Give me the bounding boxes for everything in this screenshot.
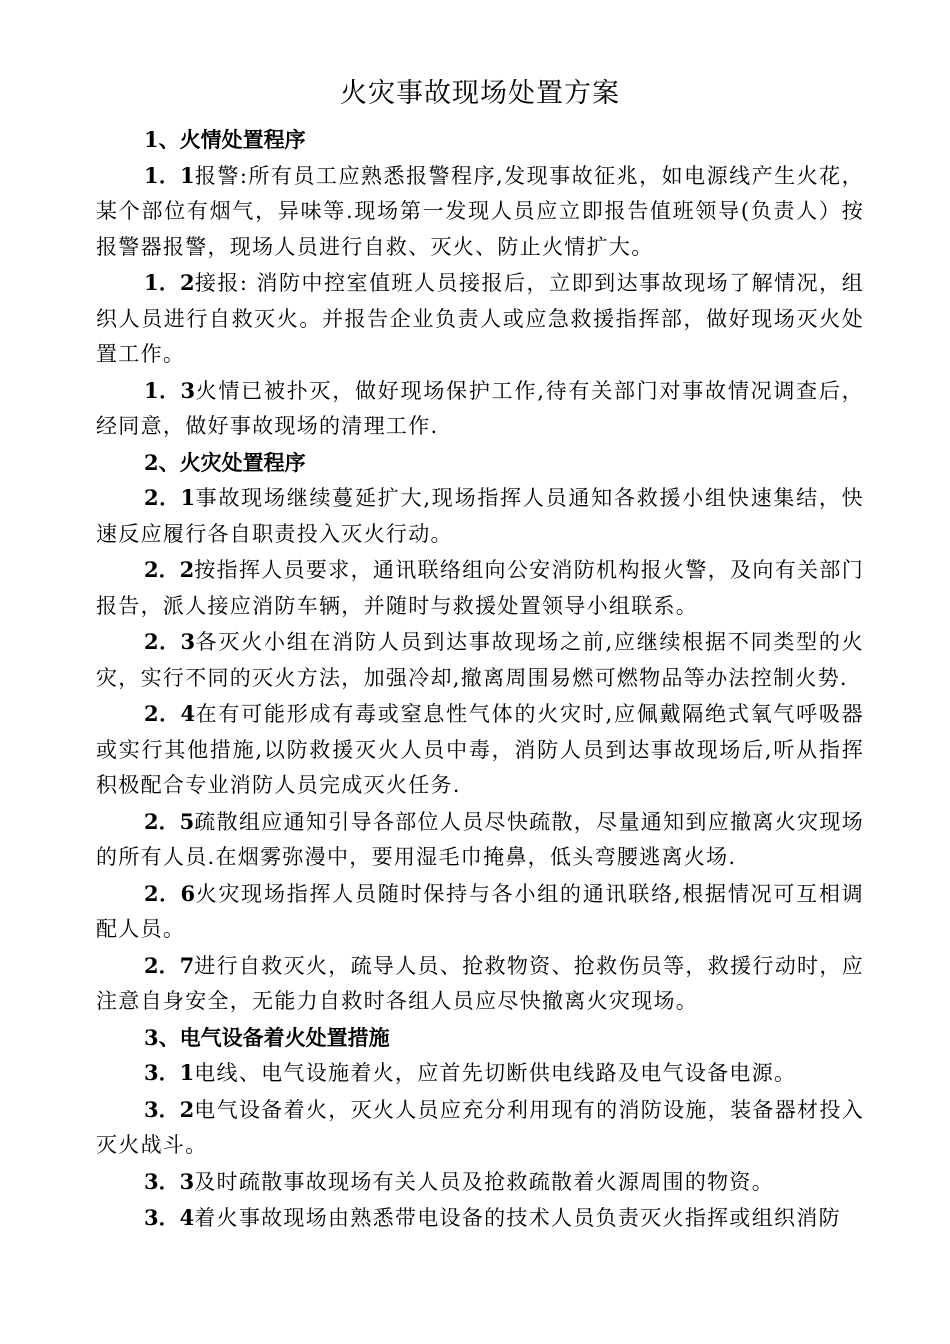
item-text: 接报: 消防中控室值班人员接报后，立即到达事故现场了解情况，组织人员进行自救灭火。并报告企业负责人或应急救援指挥部，做好现场灭火处置工作。 xyxy=(96,271,864,366)
paragraph-2-6 xyxy=(96,876,864,948)
section-1 xyxy=(96,122,864,445)
item-text: 着火事故现场由熟悉带电设备的技术人员负责灭火指挥或组织消防 xyxy=(194,1206,841,1230)
paragraph-1-2 xyxy=(96,265,864,373)
item-number: 3．2 xyxy=(144,1096,195,1122)
paragraph-3-2 xyxy=(96,1092,864,1164)
item-number: 2．2 xyxy=(144,557,195,582)
item-number: 2．6 xyxy=(144,880,196,906)
paragraph-2-1 xyxy=(96,480,864,552)
item-text: 进行自救灭火，疏导人员、抢救物资、抢救伤员等，救援行动时，应注意自身安全，无能力自救时各组人员应尽快撤离火灾现场。 xyxy=(96,953,864,1013)
item-text: 火灾现场指挥人员随时保持与各小组的通讯联络,根据情况可互相调配人员。 xyxy=(96,881,864,941)
item-number: 3．4 xyxy=(144,1205,195,1230)
paragraph-2-7 xyxy=(96,948,864,1020)
item-text: 电气设备着火，灭火人员应充分利用现有的消防设施，装备器材投入灭火战斗。 xyxy=(96,1097,864,1157)
item-text: 报警:所有员工应熟悉报警程序,发现事故征兆，如电源线产生火花，某个部位有烟气，异味等.现场第一发现人员应立即报告值班领导(负责人）按报警器报警，现场人员进行自救、灭火、防止火情扩大。 xyxy=(96,163,864,259)
paragraph-2-3 xyxy=(96,624,864,696)
paragraph-2-2 xyxy=(96,552,864,624)
section-heading: 3、电气设备着火处置措施 xyxy=(144,1024,390,1050)
item-text: 在有可能形成有毒或窒息性气体的火灾时,应佩戴隔绝式氧气呼吸器或实行其他措施,以防救援灭火人员中毒，消防人员到达事故现场后,听从指挥积极配合专业消防人员完成灭火任务. xyxy=(96,702,864,797)
item-text: 火情已被扑灭，做好现场保护工作,待有关部门对事故情况调查后，经同意，做好事故现场的清理工作. xyxy=(96,378,864,438)
item-number: 2．1 xyxy=(144,485,196,510)
paragraph-1-3 xyxy=(96,373,864,445)
item-text: 按指挥人员要求，通讯联络组向公安消防机构报火警，及向有关部门报告，派人接应消防车辆，并随时与救援处置领导小组联系。 xyxy=(96,558,864,618)
paragraph-2-4 xyxy=(96,696,864,804)
section-heading: 2、火灾处置程序 xyxy=(144,449,306,475)
section-heading: 1、火情处置程序 xyxy=(144,127,306,152)
item-text: 及时疏散事故现场有关人员及抢救疏散着火源周围的物资。 xyxy=(194,1169,775,1194)
item-text: 事故现场继续蔓延扩大,现场指挥人员通知各救援小组快速集结，快速反应履行各自职责投入灭火行动。 xyxy=(96,486,864,546)
item-text: 各灭火小组在消防人员到达事故现场之前,应继续根据不同类型的火灾，实行不同的灭火方法，加强冷却,撤离周围易燃可燃物品等办法控制火势. xyxy=(96,630,864,690)
item-number: 2．5 xyxy=(144,808,195,834)
document-title: 火灾事故现场处置方案 xyxy=(340,78,620,109)
item-number: 1．2 xyxy=(144,270,195,295)
item-text: 疏散组应通知引导各部位人员尽快疏散，尽量通知到应撤离火灾现场的所有人员.在烟雾弥漫中，要用湿毛巾掩鼻，低头弯腰逃离火场. xyxy=(96,809,864,869)
paragraph-3-3 xyxy=(96,1164,864,1201)
paragraph-1-1 xyxy=(96,158,864,266)
section-2 xyxy=(96,445,864,1020)
item-number: 3．3 xyxy=(144,1168,195,1194)
item-text: 电线、电气设施着火，应首先切断供电线路及电气设备电源。 xyxy=(194,1061,797,1085)
item-number: 3．1 xyxy=(144,1060,195,1085)
paragraph-3-1 xyxy=(96,1055,864,1092)
document-page xyxy=(96,72,864,1237)
paragraph-3-4 xyxy=(96,1200,864,1237)
paragraph-2-5 xyxy=(96,804,864,876)
item-number: 2．7 xyxy=(144,952,195,978)
item-number: 1．1 xyxy=(144,162,195,188)
section-3 xyxy=(96,1020,864,1237)
item-number: 1．3 xyxy=(144,377,196,403)
item-number: 2．4 xyxy=(144,701,196,726)
item-number: 2．3 xyxy=(144,629,196,654)
